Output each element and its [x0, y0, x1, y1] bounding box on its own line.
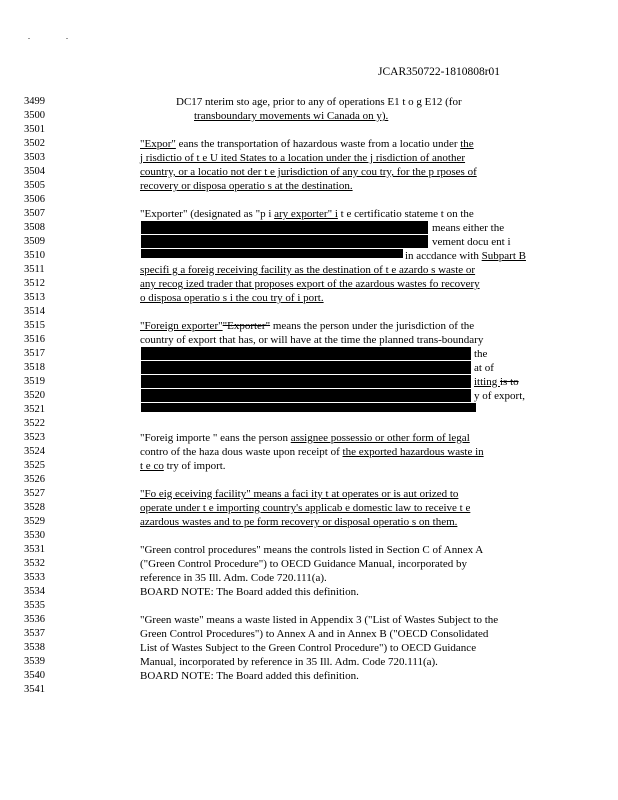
line-number: 3522 — [24, 418, 45, 429]
line-number: 3525 — [24, 460, 45, 471]
text-line: specifi g a foreig receiving facility as the destination of t e azardo s waste or — [140, 264, 476, 276]
line-number: 3499 — [24, 96, 45, 107]
text-line: vement docu ent i — [432, 236, 511, 248]
line-number: 3529 — [24, 516, 45, 527]
line-number: 3527 — [24, 488, 45, 499]
line-number: 3536 — [24, 614, 45, 625]
text-line: azardous wastes and to pe form recovery or disposal operatio s on them. — [140, 516, 458, 528]
line-number: 3509 — [24, 236, 45, 247]
text-line: reference in 35 Ill. Adm. Code 720.111(a). — [140, 572, 327, 584]
text-line: "Green control procedures" means the controls listed in Section C of Annex A — [140, 544, 484, 556]
line-number: 3521 — [24, 404, 45, 415]
line-number: 3523 — [24, 432, 45, 443]
line-number: 3505 — [24, 180, 45, 191]
text-line: j risdictio of t e U ited States to a location under the j risdiction of another — [140, 152, 466, 164]
text-line: y of export, — [474, 390, 526, 402]
redaction-block — [141, 389, 471, 402]
text-line: operate under t e importing country's applicab e domestic law to receive t e — [140, 502, 471, 514]
redaction-block — [141, 361, 471, 374]
line-number: 3532 — [24, 558, 45, 569]
text-line: the — [474, 348, 488, 360]
line-number: 3507 — [24, 208, 45, 219]
text-line: ("Green Control Procedure") to OECD Guidance Manual, incorporated by — [140, 558, 467, 570]
line-number: 3519 — [24, 376, 45, 387]
line-number: 3515 — [24, 320, 45, 331]
line-number: 3530 — [24, 530, 45, 541]
line-number: 3541 — [24, 684, 45, 695]
line-number: 3501 — [24, 124, 45, 135]
text-line: "Fo eig eceiving facility" means a faci ity t at operates or is aut orized to — [140, 488, 459, 500]
redaction-block — [141, 347, 471, 360]
board-note: BOARD NOTE: The Board added this definition. — [140, 586, 359, 598]
text-line: "Exporter" (designated as "p i ary exporter" i t e certificatio stateme t on the — [140, 208, 474, 220]
text-line: contro of the haza dous waste upon receipt of the exported hazardous waste in — [140, 446, 484, 458]
text-line: Green Control Procedures") to Annex A and in Annex B ("OECD Consolidated — [140, 628, 489, 640]
text-line: "Expor" eans the transportation of hazardous waste from a locatio under the — [140, 138, 474, 150]
text-line: recovery or disposa operatio s at the destination. — [140, 180, 353, 192]
text-line: Manual, incorporated by reference in 35 Ill. Adm. Code 720.111(a). — [140, 656, 438, 668]
line-number: 3518 — [24, 362, 45, 373]
line-number: 3502 — [24, 138, 45, 149]
line-number: 3524 — [24, 446, 45, 457]
redaction-block — [141, 235, 428, 248]
text-line: "Foreig importe " eans the person assignee possessio or other form of legal — [140, 432, 470, 444]
text-line: country, or a locatio not der t e jurisdiction of any cou try, for the p rposes of — [140, 166, 477, 178]
text-line: any recog ized trader that proposes export of the azardous wastes fo recovery — [140, 278, 480, 290]
text-line: itting is to — [474, 376, 519, 388]
line-number: 3534 — [24, 586, 45, 597]
text-line: DC17 nterim sto age, prior to any of operations E1 t o g E12 (for — [176, 96, 462, 108]
text-line: List of Wastes Subject to the Green Control Procedure") to OECD Guidance — [140, 642, 477, 654]
line-number: 3511 — [24, 264, 45, 275]
line-number: 3506 — [24, 194, 45, 205]
line-number: 3513 — [24, 292, 45, 303]
line-number: 3517 — [24, 348, 45, 359]
text-line: t e co try of import. — [140, 460, 226, 472]
text-line: at of — [474, 362, 494, 374]
line-number: 3540 — [24, 670, 45, 681]
scan-mark-right — [66, 38, 68, 39]
text-line: transboundary movements wi Canada on y). — [194, 110, 389, 122]
line-number: 3503 — [24, 152, 45, 163]
line-number: 3520 — [24, 390, 45, 401]
document-id: JCAR350722-1810808r01 — [378, 66, 501, 78]
line-number: 3526 — [24, 474, 45, 485]
board-note: BOARD NOTE: The Board added this definition. — [140, 670, 359, 682]
redaction-block — [141, 249, 403, 258]
line-number: 3514 — [24, 306, 45, 317]
line-number: 3516 — [24, 334, 45, 345]
line-number: 3504 — [24, 166, 45, 177]
line-number: 3512 — [24, 278, 45, 289]
line-number: 3508 — [24, 222, 45, 233]
line-number: 3533 — [24, 572, 45, 583]
text-line: means either the — [432, 222, 505, 234]
line-number: 3538 — [24, 642, 45, 653]
redaction-block — [141, 221, 428, 234]
redaction-block — [141, 403, 476, 412]
line-number: 3500 — [24, 110, 45, 121]
redaction-block — [141, 375, 471, 388]
text-line: in accdance with Subpart B — [405, 250, 526, 262]
text-line: "Green waste" means a waste listed in Appendix 3 ("List of Wastes Subject to the — [140, 614, 499, 626]
line-number: 3531 — [24, 544, 45, 555]
text-line: country of export that has, or will have at the time the planned trans-boundary — [140, 334, 484, 346]
line-number: 3528 — [24, 502, 45, 513]
line-number: 3535 — [24, 600, 45, 611]
line-number: 3537 — [24, 628, 45, 639]
line-number: 3539 — [24, 656, 45, 667]
scan-mark-left — [28, 38, 30, 39]
text-line: "Foreign exporter""Exporter" means the person under the jurisdiction of the — [140, 320, 475, 332]
text-line: o disposa operatio s i the cou try of i port. — [140, 292, 324, 304]
line-number: 3510 — [24, 250, 45, 261]
